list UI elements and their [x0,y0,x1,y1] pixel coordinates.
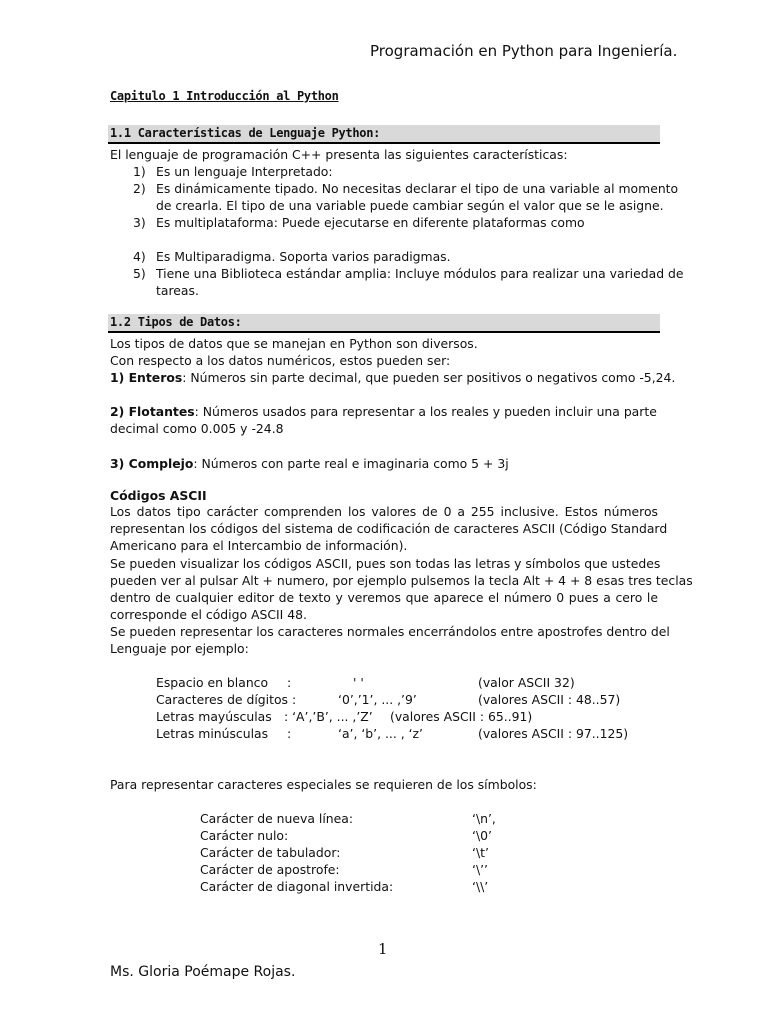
table-cell: (valor ASCII 32) [478,675,575,690]
table-cell: ‘\n’, [472,811,496,826]
complejo-label: 3) Complejo [110,456,194,471]
list-number: 1) [133,164,146,179]
section-header-2 [108,314,660,333]
paragraph-line: representan los códigos del sistema de codificación de caracteres ASCII (Código Standard [110,521,668,536]
flotantes-line [110,403,658,420]
page-number: 1 [378,940,388,958]
table-cell: : [287,726,292,741]
list-number: 3) [133,215,146,230]
paragraph-line: Se pueden representar los caracteres normales encerrándolos entre apostrofes dentro del [110,624,670,639]
table-cell: ‘0’,’1’, ... ,’9’ [338,692,417,707]
paragraph-line: Lenguaje por ejemplo: [110,641,249,656]
paragraph-line: pueden ver al pulsar Alt + numero, por ejemplo pulsemos la tecla Alt + 4 + 8 esas tres teclas [110,573,693,588]
paragraph-line: Con respecto a los datos numéricos, estos pueden ser: [110,353,451,368]
paragraph-line: Los tipos de datos que se manejan en Python son diversos. [110,336,478,351]
paragraph-line: Para representar caracteres especiales se requieren de los símbolos: [110,777,537,792]
table-cell: ‘\’’ [472,862,488,877]
list-item: tareas. [156,283,199,298]
table-cell: Letras minúsculas [156,726,269,741]
page-header: Programación en Python para Ingeniería. [370,42,678,60]
section-header-1 [108,125,660,144]
table-cell: Letras mayúsculas [156,709,272,724]
paragraph-line: Americano para el Intercambio de información). [110,538,408,553]
list-number: 4) [133,249,146,264]
table-cell: (valores ASCII : 97..125) [478,726,629,741]
table-cell: Carácter nulo: [200,828,289,843]
list-item: Es un lenguaje Interpretado: [156,164,333,179]
list-item: de crearla. El tipo de una variable puede cambiar según el valor que se le asigne. [156,198,664,213]
table-cell: : ‘A’,’B’, ... ,’Z’ [284,709,373,724]
table-cell: Carácter de tabulador: [200,845,341,860]
table-cell: ‘\t’ [472,845,489,860]
paragraph-line: corresponde el código ASCII 48. [110,607,307,622]
table-cell: Carácter de apostrofe: [200,862,340,877]
table-cell: (valores ASCII : 65..91) [390,709,533,724]
table-cell: : [292,692,297,707]
section-title: 1.1 Características de Lenguaje Python: [110,126,381,140]
list-item: Es dinámicamente tipado. No necesitas declarar el tipo de una variable al momento [156,181,679,196]
table-cell: : [287,675,292,690]
table-cell: Caracteres de dígitos [156,692,289,707]
enteros-line [110,369,676,386]
flotantes-text: : Números usados para representar a los reales y pueden incluir una parte [194,404,657,419]
ascii-heading: Códigos ASCII [110,488,207,503]
table-cell: ' ' [353,675,364,690]
list-item: Es Multiparadigma. Soporta varios paradigmas. [156,249,451,264]
page-footer: Ms. Gloria Poémape Rojas. [110,964,296,980]
complejo-text: : Números con parte real e imaginaria como 5 + 3j [193,456,509,471]
table-cell: Carácter de nueva línea: [200,811,354,826]
paragraph-line: Los datos tipo carácter comprenden los valores de 0 a 255 inclusive. Estos números [110,504,658,519]
paragraph-line: El lenguaje de programación C++ presenta las siguientes características: [110,147,568,162]
enteros-text: : Números sin parte decimal, que pueden ser positivos o negativos como -5,24. [182,370,676,385]
list-number: 5) [133,266,146,281]
chapter-title: Capitulo 1 Introducción al Python [110,89,339,103]
table-cell: ‘\0’ [472,828,492,843]
table-cell: ‘a’, ‘b’, ... , ‘z’ [338,726,423,741]
table-cell: (valores ASCII : 48..57) [478,692,621,707]
table-cell: Carácter de diagonal invertida: [200,879,394,894]
paragraph-line: Se pueden visualizar los códigos ASCII, pues son todas las letras y símbolos que ustedes [110,556,661,571]
table-cell: ‘\\’ [472,879,489,894]
list-item: Es multiplataforma: Puede ejecutarse en diferente plataformas como [156,215,585,230]
enteros-label: 1) Enteros [110,370,183,385]
list-number: 2) [133,181,146,196]
table-cell: Espacio en blanco [156,675,269,690]
flotantes-label: 2) Flotantes [110,404,195,419]
list-item: Tiene una Biblioteca estándar amplia: Incluye módulos para realizar una variedad de [156,266,684,281]
paragraph-line: dentro de cualquier editor de texto y veremos que aparece el número 0 pues a cero le [110,590,658,605]
section-title: 1.2 Tipos de Datos: [110,315,242,329]
paragraph-line: decimal como 0.005 y -24.8 [110,421,284,436]
complejo-line [110,455,658,472]
